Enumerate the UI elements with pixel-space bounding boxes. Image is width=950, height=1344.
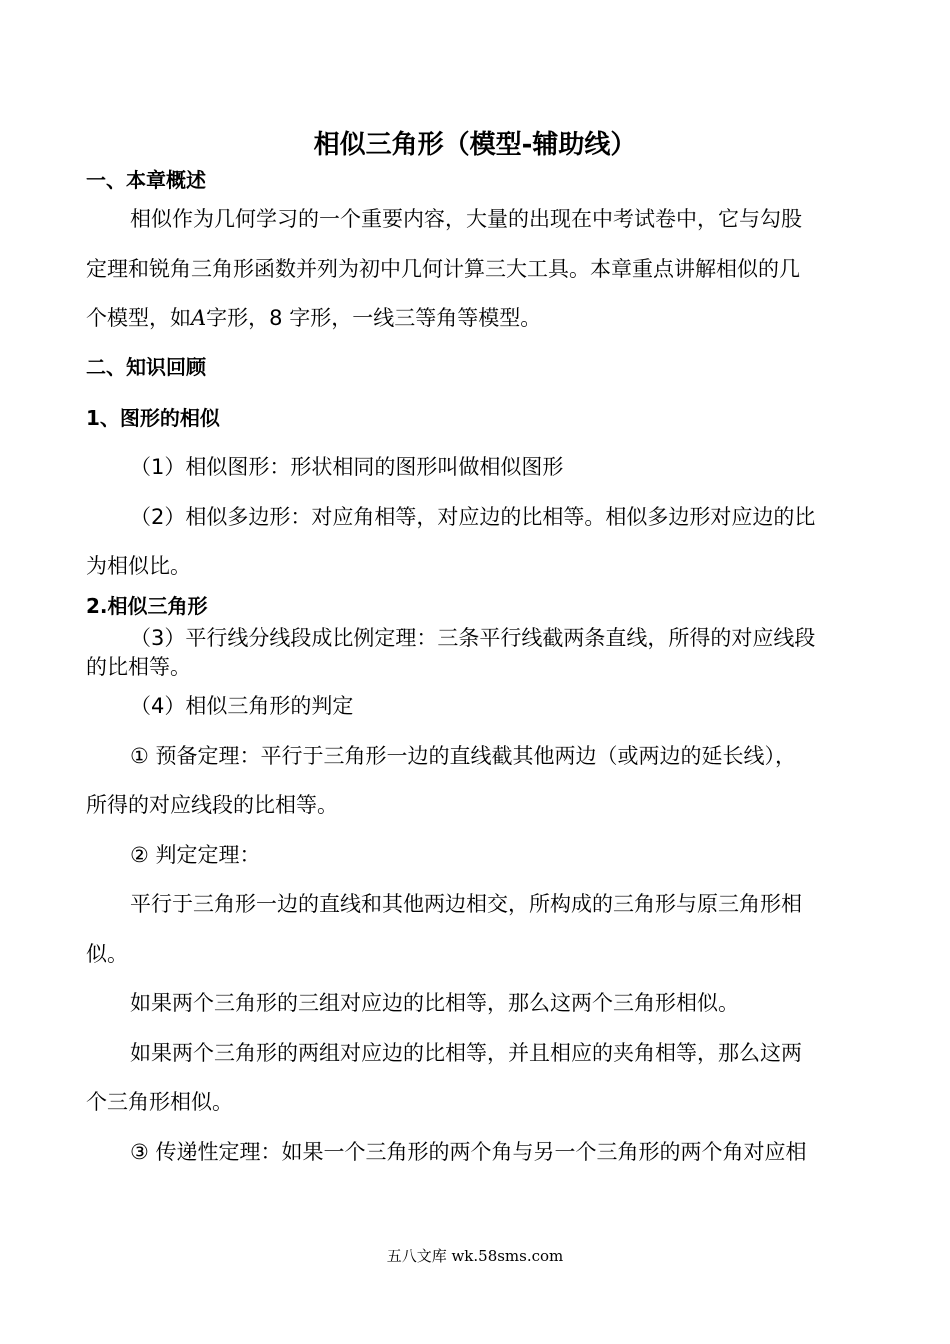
preliminary-theorem-line-1: ① 预备定理：平行于三角形一边的直线截其他两边（或两边的延长线）， — [130, 744, 796, 768]
sub2-heading: 2.相似三角形 — [86, 594, 208, 618]
overview-heading: 一、本章概述 — [86, 168, 206, 192]
overview-line-3 — [86, 304, 541, 332]
overview-line-3-b: 字形，8 字形，一线三等角等模型。 — [206, 306, 542, 330]
preliminary-theorem-line-2: 所得的对应线段的比相等。 — [86, 793, 338, 817]
page-title: 相似三角形（模型-辅助线） — [313, 130, 637, 160]
sub1-heading: 1、图形的相似 — [86, 406, 220, 430]
review-heading: 二、知识回顾 — [86, 355, 206, 379]
item-4: （4）相似三角形的判定 — [130, 694, 354, 718]
overview-line-3-a: 个模型，如 — [86, 306, 191, 330]
judgement-3-line-2: 个三角形相似。 — [86, 1090, 233, 1114]
judgement-1-line-2: 似。 — [86, 942, 128, 966]
overview-line-2: 定理和锐角三角形函数并列为初中几何计算三大工具。本章重点讲解相似的几 — [86, 257, 800, 281]
item-3-line-1: （3）平行线分线段成比例定理：三条平行线截两条直线，所得的对应线段 — [130, 626, 816, 650]
variable-a: A — [191, 306, 207, 330]
overview-line-1: 相似作为几何学习的一个重要内容，大量的出现在中考试卷中，它与勾股 — [130, 207, 802, 231]
item-2-line-1: （2）相似多边形：对应角相等，对应边的比相等。相似多边形对应边的比 — [130, 505, 816, 529]
item-3-line-2: 的比相等。 — [86, 655, 191, 679]
transitive-theorem-line-1: ③ 传递性定理：如果一个三角形的两个角与另一个三角形的两个角对应相 — [130, 1140, 807, 1164]
judgement-1-line-1: 平行于三角形一边的直线和其他两边相交，所构成的三角形与原三角形相 — [130, 892, 802, 916]
footer-watermark: 五八文库 wk.58sms.com — [386, 1247, 564, 1265]
judgement-3-line-1: 如果两个三角形的两组对应边的比相等，并且相应的夹角相等，那么这两 — [130, 1041, 802, 1065]
item-2-line-2: 为相似比。 — [86, 554, 191, 578]
judgement-theorem: ② 判定定理： — [130, 843, 261, 867]
judgement-2: 如果两个三角形的三组对应边的比相等，那么这两个三角形相似。 — [130, 991, 739, 1015]
item-1: （1）相似图形：形状相同的图形叫做相似图形 — [130, 455, 564, 479]
